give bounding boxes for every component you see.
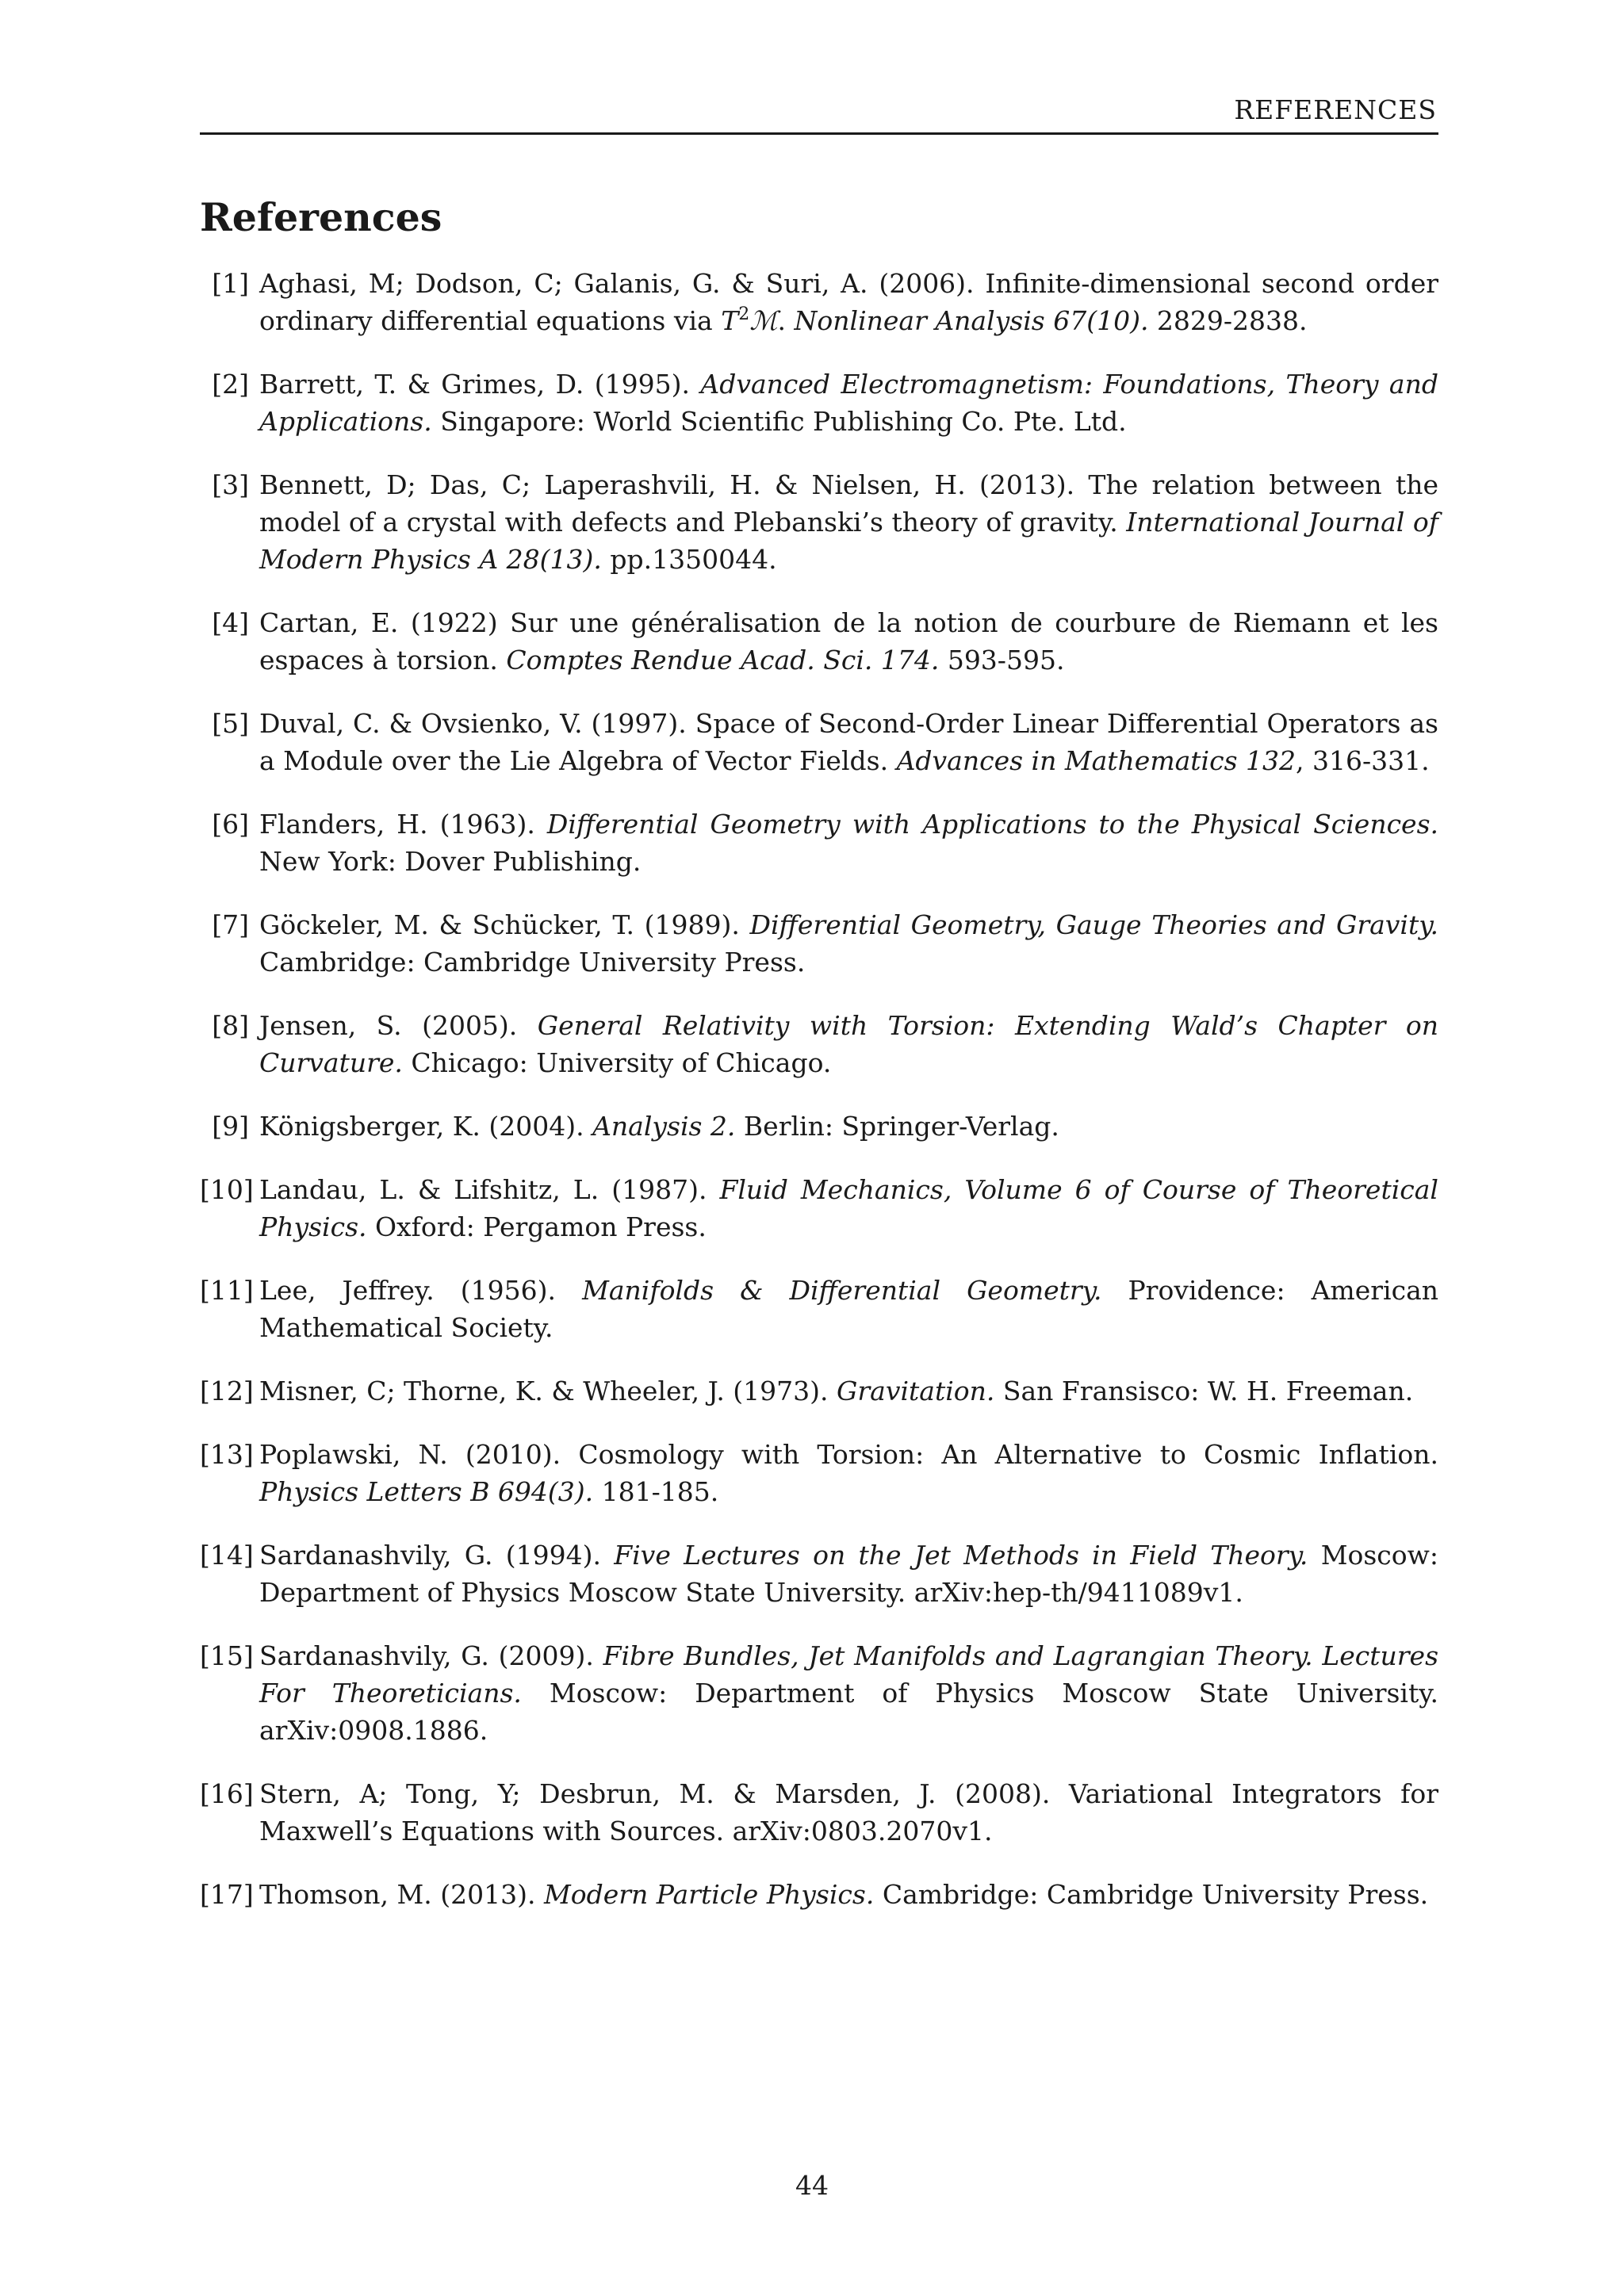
reference-text xyxy=(259,1436,1438,1510)
reference-item xyxy=(200,1637,1438,1749)
reference-list xyxy=(200,265,1438,1939)
reference-italic-segment: Fibre Bundles, Jet Manifolds and Lagrangian Theory. Lectures For Theoreticians. xyxy=(259,1640,1439,1709)
reference-item xyxy=(200,1775,1438,1850)
reference-number: [17] xyxy=(200,1879,254,1910)
reference-text xyxy=(259,1372,1438,1410)
reference-segment: San Fransisco: W. H. Freeman. xyxy=(994,1376,1414,1406)
reference-segment: Singapore: World Scientific Publishing Co. Pte. Ltd. xyxy=(431,406,1127,437)
reference-item xyxy=(200,365,1438,440)
reference-number: [5] xyxy=(212,708,249,739)
reference-segment: Sardanashvily, G. (1994). xyxy=(259,1540,615,1571)
reference-item xyxy=(200,1007,1438,1081)
reference-item xyxy=(200,1436,1438,1510)
reference-item xyxy=(200,1171,1438,1246)
reference-italic-segment: Differential Geometry, Gauge Theories and Gravity. xyxy=(749,909,1438,940)
reference-segment: Göckeler, M. & Schücker, T. (1989). xyxy=(259,909,750,940)
reference-item xyxy=(200,466,1438,578)
reference-segment: pp.1350044. xyxy=(601,544,777,575)
reference-segment: Landau, L. & Lifshitz, L. (1987). xyxy=(259,1174,720,1205)
reference-segment: New York: Dover Publishing. xyxy=(259,846,642,877)
reference-item xyxy=(200,1108,1438,1145)
reference-number: [13] xyxy=(200,1439,254,1470)
reference-italic-segment: Comptes Rendue Acad. Sci. 174. xyxy=(506,645,940,675)
reference-segment: Aghasi, M; Dodson, C; Galanis, G. & Suri, A. (2006). Infinite-dimensional second order ordinary differential equations via xyxy=(259,268,1438,336)
reference-number: [14] xyxy=(200,1540,254,1571)
reference-number: [6] xyxy=(212,809,249,840)
reference-segment: Barrett, T. & Grimes, D. (1995). xyxy=(259,369,701,400)
reference-italic-segment: International Journal of Modern Physics A 28(13). xyxy=(259,507,1438,575)
reference-italic-segment: Gravitation. xyxy=(837,1376,995,1406)
reference-item xyxy=(200,1536,1438,1611)
reference-number: [16] xyxy=(200,1778,254,1809)
reference-number: [10] xyxy=(200,1174,254,1205)
reference-number: [11] xyxy=(200,1275,254,1306)
reference-item xyxy=(200,806,1438,880)
reference-segment: Chicago: University of Chicago. xyxy=(402,1047,832,1078)
reference-italic-segment: ℳ xyxy=(749,305,778,336)
reference-text xyxy=(259,466,1438,578)
reference-segment: Bennett, D; Das, C; Laperashvili, H. & Nielsen, H. (2013). The relation between the model of a crystal with defects and Plebanski’s theory of gravity. xyxy=(259,469,1438,538)
reference-segment: 2829-2838. xyxy=(1148,305,1308,336)
section-title: References xyxy=(200,194,442,240)
reference-number: [12] xyxy=(200,1376,254,1406)
reference-segment: Jensen, S. (2005). xyxy=(259,1010,538,1041)
reference-text xyxy=(259,1108,1438,1145)
reference-segment: Oxford: Pergamon Press. xyxy=(366,1211,707,1242)
reference-text xyxy=(259,1171,1438,1246)
reference-italic-segment: Analysis 2. xyxy=(592,1111,736,1142)
reference-italic-segment: Differential Geometry with Applications to the Physical Sciences. xyxy=(546,809,1439,840)
reference-segment: Königsberger, K. (2004). xyxy=(259,1111,593,1142)
reference-italic-segment: Five Lectures on the Jet Methods in Field Theory. xyxy=(614,1540,1308,1571)
reference-segment: Lee, Jeffrey. (1956). xyxy=(259,1275,583,1306)
reference-item xyxy=(200,705,1438,779)
reference-italic-segment: T xyxy=(721,305,739,336)
reference-text xyxy=(259,365,1438,440)
reference-italic-segment: Manifolds & Differential Geometry. xyxy=(582,1275,1102,1306)
reference-segment: Flanders, H. (1963). xyxy=(259,809,547,840)
reference-segment: 181-185. xyxy=(593,1476,719,1507)
reference-segment: Moscow: Department of Physics Moscow State University. arXiv:hep-th/9411089v1. xyxy=(259,1540,1439,1608)
reference-item xyxy=(200,604,1438,679)
reference-italic-segment: Nonlinear Analysis 67(10). xyxy=(794,305,1149,336)
superscript: 2 xyxy=(738,304,750,324)
reference-italic-segment: Fluid Mechanics, Volume 6 of Course of Theoretical Physics. xyxy=(259,1174,1438,1242)
reference-item xyxy=(200,1372,1438,1410)
reference-segment: Cambridge: Cambridge University Press. xyxy=(259,947,806,978)
reference-text xyxy=(259,1637,1438,1749)
reference-segment: Cartan, E. (1922) Sur une généralisation de la notion de courbure de Riemann et les espaces à torsion. xyxy=(259,607,1438,675)
running-header xyxy=(200,94,1438,135)
reference-text xyxy=(259,806,1438,880)
reference-italic-segment: Advances in Mathematics 132 xyxy=(896,745,1297,776)
reference-text xyxy=(259,604,1438,679)
reference-segment: , 316-331. xyxy=(1296,745,1430,776)
reference-text xyxy=(259,705,1438,779)
reference-text xyxy=(259,1775,1438,1850)
reference-number: [9] xyxy=(212,1111,249,1142)
reference-segment: Poplawski, N. (2010). Cosmology with Torsion: An Alternative to Cosmic Inflation. xyxy=(259,1439,1438,1470)
reference-number: [15] xyxy=(200,1640,254,1671)
reference-segment: Moscow: Department of Physics Moscow State University. arXiv:0908.1886. xyxy=(259,1678,1438,1746)
reference-text xyxy=(259,265,1438,339)
reference-item xyxy=(200,1272,1438,1346)
reference-segment: Thomson, M. (2013). xyxy=(259,1879,544,1910)
reference-number: [1] xyxy=(212,268,249,299)
reference-segment: Duval, C. & Ovsienko, V. (1997). Space of Second-Order Linear Differential Operators as a Module over the Lie Algebra of Vector Fields. xyxy=(259,708,1438,776)
reference-text xyxy=(259,1536,1438,1611)
reference-text xyxy=(259,906,1438,981)
reference-number: [7] xyxy=(212,909,249,940)
reference-italic-segment: Physics Letters B 694(3). xyxy=(259,1476,594,1507)
reference-number: [8] xyxy=(212,1010,249,1041)
reference-segment: Berlin: Springer-Verlag. xyxy=(735,1111,1059,1142)
reference-segment: Misner, C; Thorne, K. & Wheeler, J. (1973). xyxy=(259,1376,837,1406)
reference-italic-segment: Modern Particle Physics. xyxy=(543,1879,875,1910)
reference-segment: Stern, A; Tong, Y; Desbrun, M. & Marsden, J. (2008). Variational Integrators for Maxwell’s Equations with Sources. arXiv:0803.2070v1. xyxy=(259,1778,1438,1846)
reference-text xyxy=(259,1272,1438,1346)
reference-segment: Sardanashvily, G. (2009). xyxy=(259,1640,603,1671)
reference-segment: . xyxy=(777,305,795,336)
reference-text xyxy=(259,1876,1438,1913)
reference-item xyxy=(200,1876,1438,1913)
reference-italic-segment: General Relativity with Torsion: Extending Wald’s Chapter on Curvature. xyxy=(259,1010,1438,1078)
reference-number: [3] xyxy=(212,469,249,500)
reference-italic-segment: Advanced Electromagnetism: Foundations, Theory and Applications. xyxy=(259,369,1438,437)
reference-text xyxy=(259,1007,1438,1081)
reference-item xyxy=(200,265,1438,339)
running-header-title: REFERENCES xyxy=(1234,94,1437,125)
reference-number: [4] xyxy=(212,607,249,638)
page-number: 44 xyxy=(795,2170,829,2201)
reference-segment: Providence: American Mathematical Society. xyxy=(259,1275,1438,1343)
reference-number: [2] xyxy=(212,369,249,400)
reference-item xyxy=(200,906,1438,981)
reference-segment: Cambridge: Cambridge University Press. xyxy=(874,1879,1429,1910)
reference-segment: 593-595. xyxy=(939,645,1065,675)
